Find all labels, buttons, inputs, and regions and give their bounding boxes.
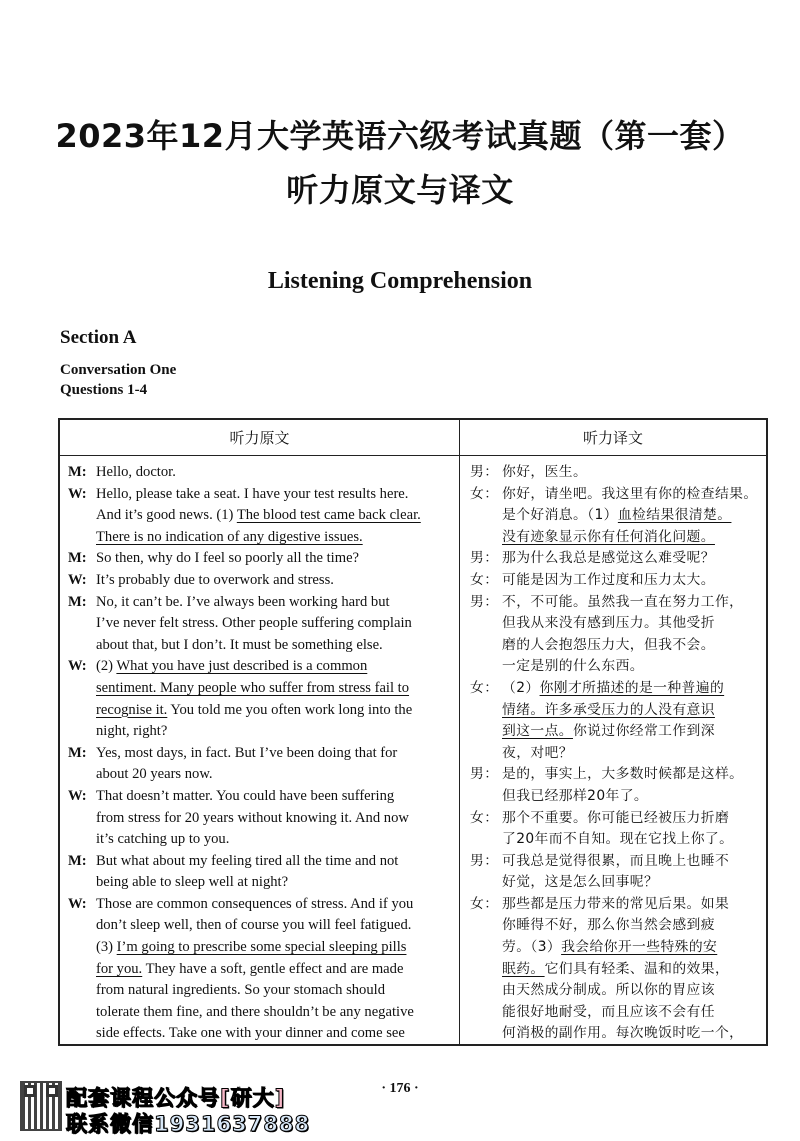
transcript-line xyxy=(68,635,452,657)
line-text: 夜，对吧？ xyxy=(502,744,573,761)
transcript-line xyxy=(68,505,452,527)
translation-line xyxy=(470,678,762,700)
translation-line xyxy=(470,721,762,743)
line-text: 它们具有轻柔、温和的效果， xyxy=(544,960,730,977)
line-text: about that, but I don’t. It must be something else. xyxy=(96,636,383,653)
line-text: (3) xyxy=(96,939,117,956)
line-text: Hello, doctor. xyxy=(96,464,176,480)
section-label: Section A xyxy=(60,327,137,348)
translation-line xyxy=(470,700,762,722)
answer-underline-text: 情绪。许多承受压力的人没有意识 xyxy=(502,701,715,718)
answer-underline-text: I’m going to prescribe some special sleeping pills xyxy=(116,939,407,956)
answer-underline-text: 血检结果很清楚。 xyxy=(617,507,732,524)
speaker-label: 女： xyxy=(470,571,499,588)
translation-line xyxy=(470,872,762,894)
translation-line xyxy=(470,980,762,1002)
answer-underline-text: 到这一点。 xyxy=(502,723,573,740)
line-text: night, right? xyxy=(96,723,168,740)
answer-underline-text: 眠药。 xyxy=(502,960,545,977)
line-text: 那为什么我总是感觉这么难受呢？ xyxy=(502,550,715,567)
translation-line xyxy=(470,1002,762,1024)
translation-line xyxy=(470,743,762,765)
line-text: But what about my feeling tired all the time and not xyxy=(96,852,399,869)
conversation-label: Conversation One xyxy=(60,362,177,378)
line-text: You told me you often work long into the xyxy=(167,701,413,718)
line-text: 不，不可能。虽然我一直在努力工作， xyxy=(502,593,744,610)
answer-underline-text: for you. xyxy=(96,960,143,977)
transcript-line xyxy=(68,462,452,484)
speaker-label: M: xyxy=(68,550,87,567)
line-text: （2） xyxy=(502,679,540,696)
transcript-line xyxy=(68,527,452,549)
line-text: I’ve never felt stress. Other people suffering complain xyxy=(96,615,412,632)
translation-line xyxy=(470,570,762,592)
section-heading: Listening Comprehension xyxy=(267,268,533,294)
transcript-line xyxy=(68,721,452,743)
line-text: 你好，医生。 xyxy=(502,464,588,480)
translation-line xyxy=(470,592,762,614)
transcript-line xyxy=(68,851,452,873)
line-text: being able to sleep well at night? xyxy=(96,874,289,891)
speaker-label: 男： xyxy=(470,852,499,869)
translation-line xyxy=(470,851,762,873)
speaker-label: 女： xyxy=(470,485,499,502)
line-text: 何消极的副作用。每次晚饭时吃一个， xyxy=(502,1025,744,1042)
line-text: Those are common consequences of stress. And if you xyxy=(96,895,414,912)
header-translation: 听力译文 xyxy=(460,420,766,456)
speaker-label: M: xyxy=(68,744,87,761)
line-text: side effects. Take one with your dinner and come see xyxy=(96,1025,405,1042)
answer-underline-text: 你刚才所描述的是一种普遍的 xyxy=(539,679,725,696)
translation-line xyxy=(470,613,762,635)
transcript-line xyxy=(68,937,452,959)
speaker-label: W: xyxy=(68,895,87,912)
translation-line xyxy=(470,786,762,808)
line-text: don’t sleep well, then of course you will feel fatigued. xyxy=(96,917,412,934)
line-text: 那个不重要。你可能已经被压力折磨 xyxy=(502,809,730,826)
answer-underline-text: recognise it. xyxy=(96,701,168,718)
line-text: 是个好消息。（1） xyxy=(502,507,618,524)
line-text: So then, why do I feel so poorly all the time? xyxy=(96,550,360,567)
line-text: (2) xyxy=(96,658,117,675)
speaker-label: 女： xyxy=(470,809,499,826)
transcript-line xyxy=(68,959,452,981)
line-text: 一定是别的什么东西。 xyxy=(502,658,644,675)
speaker-label: 男： xyxy=(470,550,499,567)
line-text: 你说过你经常工作到深 xyxy=(572,723,715,740)
line-text: it’s catching up to you. xyxy=(96,831,230,848)
transcript-line xyxy=(68,592,452,614)
speaker-label: M: xyxy=(68,852,87,869)
watermark-line-2: 联系微信1931637888 xyxy=(66,1112,311,1136)
line-text: 可我总是觉得很累，而且晚上也睡不 xyxy=(502,852,730,869)
translation-line xyxy=(470,959,762,981)
transcript-line xyxy=(68,894,452,916)
transcript-line xyxy=(68,656,452,678)
line-text: 了20年而不自知。现在它找上你了。 xyxy=(502,831,734,848)
translation-line xyxy=(470,915,762,937)
transcript-line xyxy=(68,915,452,937)
line-text: They have a soft, gentle effect and are made xyxy=(142,960,404,977)
header-original: 听力原文 xyxy=(60,420,459,456)
line-text: 那些都是压力带来的常见后果。如果 xyxy=(502,895,730,912)
transcript-line xyxy=(68,764,452,786)
line-text: about 20 years now. xyxy=(96,766,213,783)
line-text: 是的，事实上，大多数时候都是这样。 xyxy=(502,766,744,783)
column-divider xyxy=(459,420,460,1044)
translation-line xyxy=(470,764,762,786)
line-text: 磨的人会抱怨压力大，但我不会。 xyxy=(502,636,715,653)
transcript-line xyxy=(68,700,452,722)
answer-underline-text: The blood test came back clear. xyxy=(236,507,421,524)
speaker-label: W: xyxy=(68,485,87,502)
page-number: · 176 · xyxy=(381,1081,419,1096)
answer-underline-text: 没有迹象显示你有任何消化问题。 xyxy=(502,528,715,545)
transcript-line xyxy=(68,1023,452,1045)
speaker-label: 男： xyxy=(470,593,499,610)
line-text: And it’s good news. (1) xyxy=(96,507,237,524)
translation-line xyxy=(470,937,762,959)
speaker-label: 男： xyxy=(470,464,499,480)
speaker-label: 女： xyxy=(470,679,499,696)
speaker-label: 男： xyxy=(470,766,499,783)
translation-line xyxy=(470,527,762,549)
translation-line xyxy=(470,1023,762,1045)
line-text: 能很好地耐受，而且应该不会有任 xyxy=(502,1003,715,1020)
translation-line xyxy=(470,462,762,484)
transcript-line xyxy=(68,829,452,851)
english-transcript xyxy=(68,462,452,1045)
chinese-translation xyxy=(470,462,762,1045)
translation-line xyxy=(470,635,762,657)
translation-line xyxy=(470,484,762,506)
transcript-line xyxy=(68,613,452,635)
questions-label: Questions 1-4 xyxy=(60,382,148,398)
transcript-table xyxy=(58,418,768,1046)
answer-underline-text: What you have just described is a common xyxy=(116,658,368,675)
transcript-line xyxy=(68,1002,452,1024)
watermark-line-1: 配套课程公众号[研大] xyxy=(66,1086,286,1110)
translation-line xyxy=(470,548,762,570)
line-text: That doesn’t matter. You could have been suffering xyxy=(96,787,395,804)
line-text: 由天然成分制成。所以你的胃应该 xyxy=(502,982,715,999)
translation-line xyxy=(470,656,762,678)
line-text: It’s probably due to overwork and stress. xyxy=(96,571,334,588)
speaker-label: M: xyxy=(68,593,87,610)
speaker-label: W: xyxy=(68,658,87,675)
transcript-line xyxy=(68,980,452,1002)
line-text: Yes, most days, in fact. But I’ve been doing that for xyxy=(96,744,398,761)
transcript-line xyxy=(68,484,452,506)
line-text: 好觉，这是怎么回事呢？ xyxy=(502,874,659,891)
transcript-line xyxy=(68,570,452,592)
line-text: 可能是因为工作过度和压力太大。 xyxy=(502,571,715,588)
transcript-line xyxy=(68,548,452,570)
line-text: from stress for 20 years without knowing it. And now xyxy=(96,809,409,826)
translation-line xyxy=(470,808,762,830)
translation-line xyxy=(470,505,762,527)
page-title: 2023年12月大学英语六级考试真题（第一套） xyxy=(55,117,745,155)
line-text: Hello, please take a seat. I have your test results here. xyxy=(96,485,409,502)
answer-underline-text: 我会给你开一些特殊的安 xyxy=(561,939,718,956)
line-text: from natural ingredients. So your stomach should xyxy=(96,982,385,999)
speaker-label: W: xyxy=(68,787,87,804)
line-text: 但我已经那样20年了。 xyxy=(502,787,649,804)
transcript-line xyxy=(68,786,452,808)
transcript-line xyxy=(68,808,452,830)
page-subtitle: 听力原文与译文 xyxy=(286,171,514,209)
answer-underline-text: sentiment. Many people who suffer from stress fail to xyxy=(96,679,410,696)
transcript-line xyxy=(68,678,452,700)
transcript-line xyxy=(68,872,452,894)
line-text: 劳。（3） xyxy=(502,939,562,956)
speaker-label: 女： xyxy=(470,895,499,912)
line-text: tolerate them fine, and there shouldn’t be any negative xyxy=(96,1003,414,1020)
transcript-line xyxy=(68,743,452,765)
translation-line xyxy=(470,894,762,916)
speaker-label: W: xyxy=(68,571,87,588)
line-text: 你睡得不好，那么你当然会感到疲 xyxy=(502,917,715,934)
line-text: No, it can’t be. I’ve always been working hard but xyxy=(96,593,390,610)
line-text: 你好，请坐吧。我这里有你的检查结果。 xyxy=(502,485,758,502)
translation-line xyxy=(470,829,762,851)
line-text: 但我从来没有感到压力。其他受折 xyxy=(502,615,715,632)
speaker-label: M: xyxy=(68,464,87,480)
answer-underline-text: There is no indication of any digestive issues. xyxy=(96,528,363,545)
